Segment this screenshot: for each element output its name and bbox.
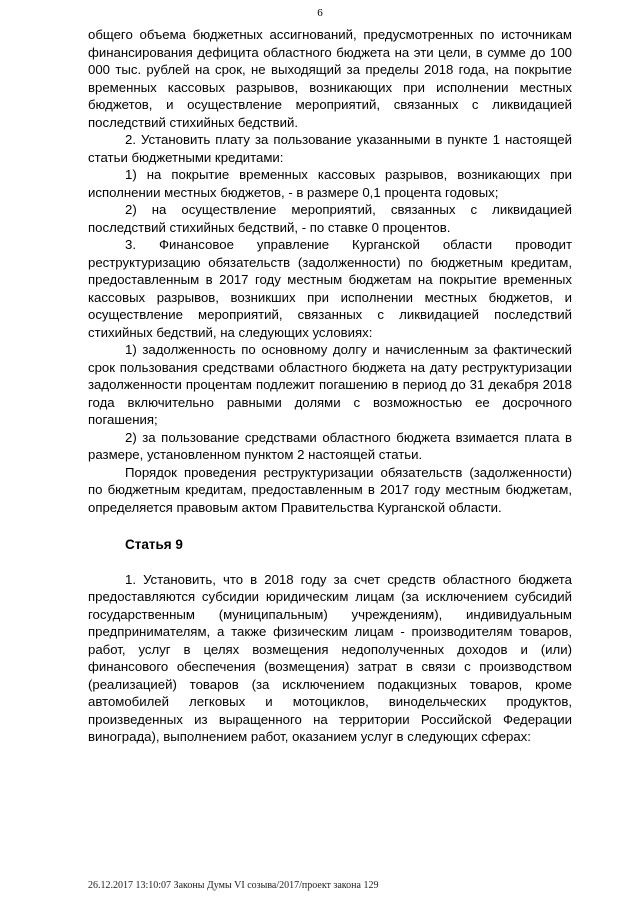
paragraph: 1) на покрытие временных кассовых разрывов, возникающих при исполнении местных бюджетов, - в размере 0,1 процента годовых; bbox=[88, 167, 572, 200]
article-heading: Статья 9 bbox=[125, 537, 183, 552]
paragraph: общего объема бюджетных ассигнований, предусмотренных по источникам финансирования дефицита областного бюджета на эти цели, в сумме до 100 000 тыс. рублей на срок, не выходящий за пределы 2018 года, на покрытие временных кассовых разрывов, возникающих при исполнении местных бюджетов, и осуществление мероприятий, связанных с ликвидацией последствий стихийных бедствий. bbox=[88, 27, 572, 130]
paragraph: Порядок проведения реструктуризации обязательств (задолженности) по бюджетным кредитам, предоставленным в 2017 году местным бюджетам, определяется правовым актом Правительства Курганской области. bbox=[88, 464, 572, 515]
paragraph: 2) на осуществление мероприятий, связанных с ликвидацией последствий стихийных бедствий, - по ставке 0 процентов. bbox=[88, 202, 572, 235]
paragraph: 3. Финансовое управление Курганской области проводит реструктуризацию обязательств (задолженности) по бюджетным кредитам, предоставленным в 2017 году местным бюджетам на покрытие временных кассовых разрывов, возникших при исполнении местных бюджетов, и осуществление мероприятий, связанных с ликвидацией последствий стихийных бедствий, на следующих условиях: bbox=[88, 237, 572, 340]
page-number: 6 bbox=[317, 7, 323, 19]
paragraph: 2) за пользование средствами областного бюджета взимается плата в размере, установленном пунктом 2 настоящей статьи. bbox=[88, 429, 572, 462]
paragraph: 1) задолженность по основному долгу и начисленным за фактический срок пользования средствами областного бюджета на дату реструктуризации задолженности процентам подлежит погашению в период до 31 декабря 2018 года включительно равными долями с возможностью ее досрочного погашения; bbox=[88, 342, 572, 427]
paragraphs-after-article bbox=[88, 571, 572, 746]
paragraph: 1. Установить, что в 2018 году за счет средств областного бюджета предоставляются субсидии юридическим лицам (за исключением субсидий государственным (муниципальным) учреждениям), индивидуальным предпринимателям, а также физическим лицам - производителям товаров, работ, услуг в целях возмещения недополученных доходов и (или) финансового обеспечения (возмещения) затрат в связи с производством (реализацией) товаров (за исключением подакцизных товаров, кроме автомобилей легковых и мотоциклов, винодельческих продуктов, произведенных из выращенного на территории Российской Федерации винограда), выполнением работ, оказанием услуг в следующих сферах: bbox=[88, 571, 572, 744]
document-body bbox=[88, 26, 572, 746]
document-footer: 26.12.2017 13:10:07 Законы Думы VI созыва/2017/проект закона 129 bbox=[88, 880, 379, 891]
paragraphs-before-article bbox=[88, 26, 572, 516]
paragraph: 2. Установить плату за пользование указанными в пункте 1 настоящей статьи бюджетными кредитами: bbox=[88, 132, 572, 165]
